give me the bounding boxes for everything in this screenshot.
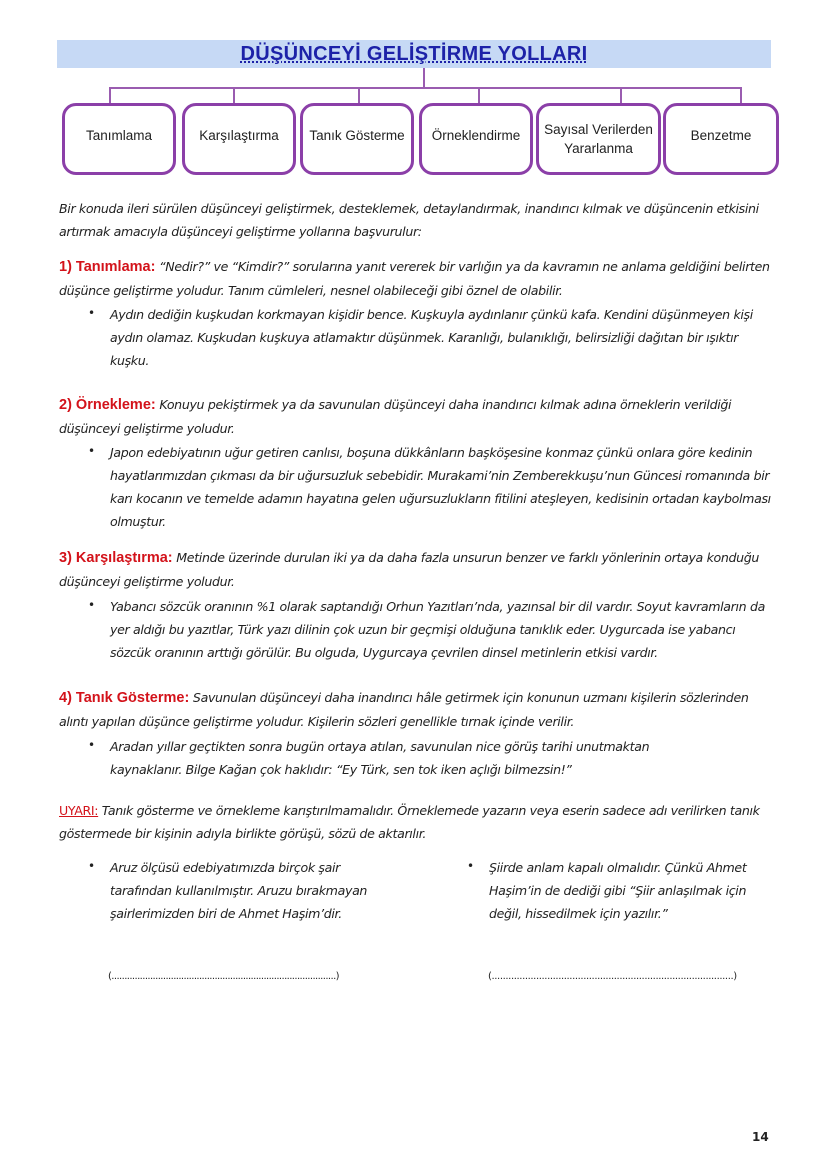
answer-blank[interactable]: (.......................................................................................) (488, 971, 737, 982)
answer-blank[interactable]: (.......................................................................................) (108, 971, 339, 982)
bullet-icon: • (88, 306, 96, 320)
section-text: Savunulan düşünceyi daha inandırıcı hâle getirmek için konunun uzmanı kişilerin sözlerinden alıntı yapılan düşünce geliştirme yoludur. Kişilerin sözleri genellikle tırnak içinde verilir. (59, 690, 749, 729)
tree-connector (740, 87, 742, 103)
tree-connector (358, 87, 360, 103)
section-text: “Nedir?” ve “Kimdir?” sorularına yanıt vererek bir varlığın ya da kavramın ne anlama geldiğini belirten düşünce geliştirme yoludur. Tanım cümleleri, nesnel olabileceği gibi öznel de olabilir. (59, 259, 770, 298)
tree-connector (620, 87, 622, 103)
tree-connector (109, 87, 741, 89)
section-text: Konuyu pekiştirmek ya da savunulan düşünceyi daha inandırıcı kılmak adına örneklerin verildiği düşünceyi geliştirme yoludur. (59, 397, 732, 436)
section-definition (59, 255, 774, 302)
example-text: Aradan yıllar geçtikten sonra bugün ortaya atılan, savunulan nice görüş tarihi unutmaktan kaynaklanır. Bilge Kağan çok haklıdır: “Ey Türk, sen tok iken açlığı bilmezsin!” (110, 739, 650, 777)
section-heading: 3) Karşılaştırma: (59, 550, 173, 566)
page-title: DÜŞÜNCEYİ GELİŞTİRME YOLLARI (240, 43, 588, 65)
bullet-icon: • (88, 859, 96, 873)
section-testimony (59, 686, 774, 733)
bullet-icon: • (88, 598, 96, 612)
bullet-icon: • (88, 738, 96, 752)
section-exemplification (59, 393, 774, 440)
exercise-text: Şiirde anlam kapalı olmalıdır. Çünkü Ahmet Haşim’in de dediği gibi “Şiir anlaşılmak için değil, hissedilmek için yazılır.” (489, 860, 747, 921)
warning-text: Tanık gösterme ve örnekleme karıştırılmamalıdır. Örneklemede yazarın veya eserin sadece adı verilirken tanık göstermede bir kişinin adıyla birlikte görüşü, sözü de aktarılır. (59, 803, 760, 841)
tree-connector (423, 68, 425, 88)
method-box-tanik-gosterme: Tanık Gösterme (300, 103, 414, 175)
tree-connector (478, 87, 480, 103)
section-heading: 1) Tanımlama: (59, 259, 156, 275)
example-text: Japon edebiyatının uğur getiren canlısı, boşuna dükkânların başköşesine konmaz çünkü onlara göre kedinin hayatlarımızdan çıkması da bir uğursuzluk sebebidir. Murakami’nin Zemberekkuşu’nun Güncesi romanında bir karı kocanın ve temelde adamın hayatına gelen uğursuzlukların fitilini ateşleyen, kedisinin ortadan kaybolması olmuştur. (110, 445, 771, 529)
method-box-karsilastirma: Karşılaştırma (182, 103, 296, 175)
section-heading: 2) Örnekleme: (59, 397, 156, 413)
page-number: 14 (752, 1130, 769, 1144)
exercise-text: Aruz ölçüsü edebiyatımızda birçok şair tarafından kullanılmıştır. Aruzu bırakmayan şairlerimizden biri de Ahmet Haşim’dir. (110, 860, 368, 921)
tree-connector (233, 87, 235, 103)
bullet-icon: • (467, 859, 475, 873)
method-box-tanimlama: Tanımlama (62, 103, 176, 175)
method-box-orneklendirme: Örneklendirme (419, 103, 533, 175)
method-box-benzetme: Benzetme (663, 103, 779, 175)
example-text: Yabancı sözcük oranının %1 olarak saptandığı Orhun Yazıtları’nda, yazınsal bir dil vardır. Soyut kavramların da yer aldığı bu yazıtlar, Türk yazı dilinin çok uzun bir geçmişi olduğuna tanıklık eder. Uygurcada ise yabancı sözcük oranının arttığı görülür. Bu olguda, Uygurcaya çevrilen dinsel metinlerin etkisi vardır. (110, 599, 765, 660)
tree-connector (109, 87, 111, 103)
bullet-icon: • (88, 444, 96, 458)
title-bar (57, 40, 771, 68)
warning-label: UYARI: (59, 803, 99, 818)
warning-note (59, 799, 774, 845)
section-comparison (59, 546, 774, 593)
method-box-sayisal-veriler: Sayısal Verilerden Yararlanma (536, 103, 661, 175)
intro-paragraph: Bir konuda ileri sürülen düşünceyi geliştirmek, desteklemek, detaylandırmak, inandırıcı kılmak ve düşüncenin etkisini artırmak amacıyla düşünceyi geliştirme yollarına başvurulur: (59, 201, 759, 239)
example-text: Aydın dediğin kuşkudan korkmayan kişidir bence. Kuşkuyla aydınlanır çünkü kafa. Kendini düşünmeyen kişi aydın olamaz. Kuşkudan kuşkuya atlamaktır düşünmek. Karanlığı, bulanıklığı, belirsizliği dağıtan bir ışıktır kuşku. (110, 307, 753, 368)
section-text: Metinde üzerinde durulan iki ya da daha fazla unsurun benzer ve farklı yönlerinin ortaya konduğu düşünceyi geliştirme yoludur. (59, 550, 760, 589)
section-heading: 4) Tanık Gösterme: (59, 690, 190, 706)
